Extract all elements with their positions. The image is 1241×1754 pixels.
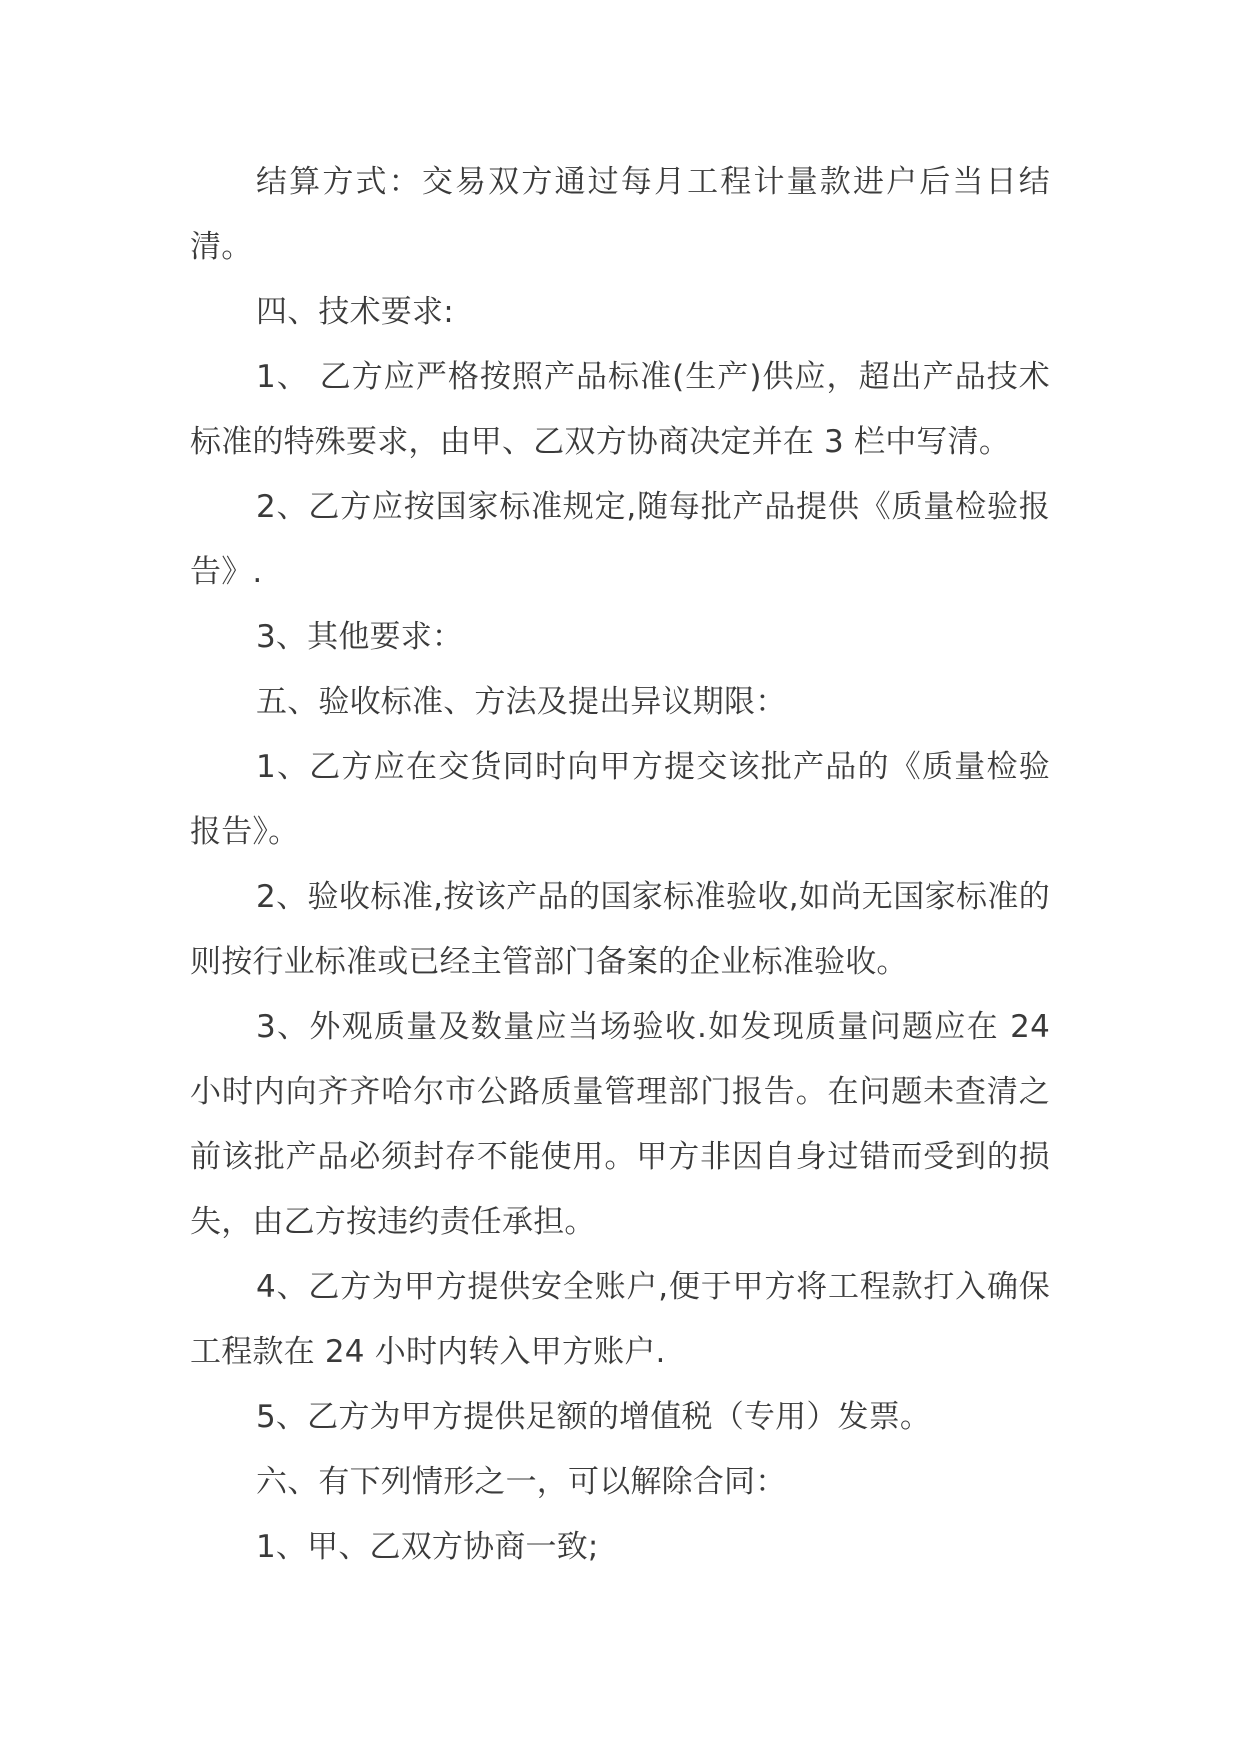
paragraph-acceptance-2: 2、验收标准,按该产品的国家标准验收,如尚无国家标准的则按行业标准或已经主管部门备案的企业标准验收。: [190, 879, 1050, 980]
paragraph-settlement: 结算方式：交易双方通过每月工程计量款进户后当日结清。: [190, 164, 1050, 265]
paragraph-acceptance-3: 3、外观质量及数量应当场验收.如发现质量问题应在 24 小时内向齐齐哈尔市公路质量管理部门报告。在问题未查清之前该批产品必须封存不能使用。甲方非因自身过错而受到的损失，由乙方按违约责任承担。: [190, 1009, 1050, 1240]
paragraph-tech-2: 2、乙方应按国家标准规定,随每批产品提供《质量检验报告》.: [190, 489, 1050, 590]
paragraph-tech-3: 3、其他要求：: [256, 619, 464, 655]
paragraph-acceptance-4: 4、乙方为甲方提供安全账户,便于甲方将工程款打入确保工程款在 24 小时内转入甲方账户.: [190, 1269, 1050, 1370]
heading-termination: 六、有下列情形之一，可以解除合同：: [256, 1464, 787, 1500]
document-body: [190, 150, 1050, 1580]
paragraph-tech-1: 1、 乙方应严格按照产品标准(生产)供应，超出产品技术标准的特殊要求，由甲、乙双方协商决定并在 3 栏中写清。: [190, 359, 1050, 460]
paragraph-termination-1: 1、甲、乙双方协商一致;: [256, 1529, 599, 1565]
heading-acceptance: 五、验收标准、方法及提出异议期限：: [256, 684, 787, 720]
paragraph-acceptance-5: 5、乙方为甲方提供足额的增值税（专用）发票。: [256, 1399, 932, 1435]
heading-technical-requirements: 四、技术要求:: [256, 294, 454, 330]
paragraph-acceptance-1: 1、乙方应在交货同时向甲方提交该批产品的《质量检验报告》。: [190, 749, 1050, 850]
